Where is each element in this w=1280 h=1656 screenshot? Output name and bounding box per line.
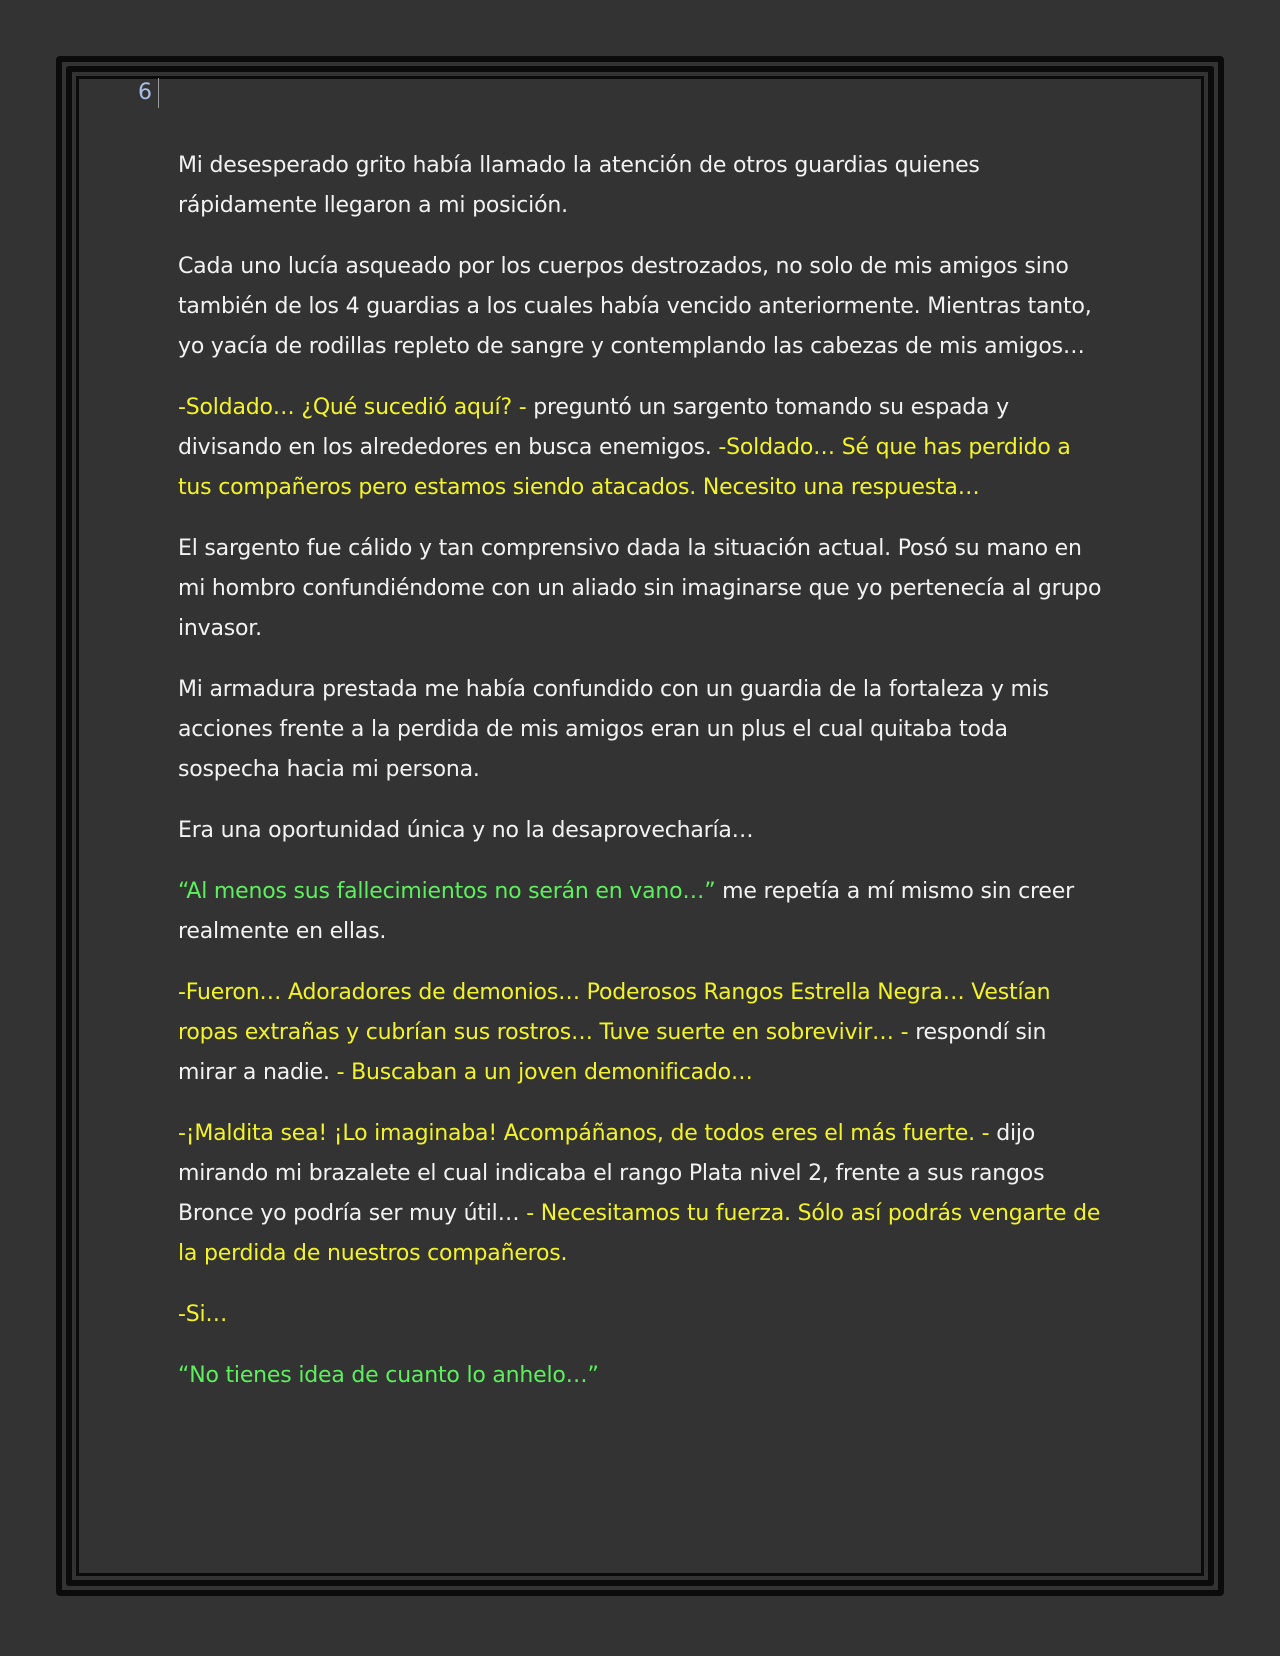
- paragraph: [178, 388, 1108, 508]
- narration-text: Mi desesperado grito había llamado la atención de otros guardias quienes rápidamente llegaron a mi posición.: [178, 153, 980, 218]
- dialogue-text: -Fueron… Adoradores de demonios… Poderosos Rangos Estrella Negra… Vestían ropas extrañas y cubrían sus rostros… Tuve suerte en sobrevivir… -: [178, 980, 1051, 1045]
- paragraph: [178, 529, 1108, 649]
- paragraph: [178, 973, 1108, 1093]
- narration-text: Era una oportunidad única y no la desaprovecharía…: [178, 818, 754, 843]
- dialogue-text: -Soldado… Sé que has perdido a tus compañeros pero estamos siendo atacados. Necesito una respuesta…: [178, 435, 1071, 500]
- story-text: [178, 146, 1108, 1417]
- paragraph: [178, 811, 1108, 851]
- narration-text: dijo mirando mi brazalete el cual indicaba el rango Plata nivel 2, frente a sus rangos Bronce yo podría ser muy útil…: [178, 1121, 1045, 1226]
- paragraph: [178, 1295, 1108, 1335]
- paragraph: [178, 1356, 1108, 1396]
- paragraph: [178, 247, 1108, 367]
- thought-text: “Al menos sus fallecimientos no serán en vano…”: [178, 879, 716, 904]
- narration-text: preguntó un sargento tomando su espada y divisando en los alrededores en busca enemigos.: [178, 395, 1009, 460]
- narration-text: Mi armadura prestada me había confundido con un guardia de la fortaleza y mis acciones frente a la perdida de mis amigos eran un plus el cual quitaba toda sospecha hacia mi persona.: [178, 677, 1049, 782]
- narration-text: El sargento fue cálido y tan comprensivo dada la situación actual. Posó su mano en mi hombro confundiéndome con un aliado sin imaginarse que yo pertenecía al grupo invasor.: [178, 536, 1102, 641]
- page-number: 6: [138, 78, 159, 108]
- paragraph: [178, 146, 1108, 226]
- paragraph: [178, 872, 1108, 952]
- dialogue-text: -Si…: [178, 1302, 228, 1327]
- paragraph: [178, 670, 1108, 790]
- dialogue-text: - Buscaban a un joven demonificado…: [336, 1060, 753, 1085]
- dialogue-text: -Soldado… ¿Qué sucedió aquí? -: [178, 395, 534, 420]
- narration-text: Cada uno lucía asqueado por los cuerpos destrozados, no solo de mis amigos sino también de los 4 guardias a los cuales había vencido anteriormente. Mientras tanto, yo yacía de rodillas repleto de sangre y contemplando las cabezas de mis amigos…: [178, 254, 1092, 359]
- paragraph: [178, 1114, 1108, 1274]
- thought-text: “No tienes idea de cuanto lo anhelo…”: [178, 1363, 599, 1388]
- dialogue-text: -¡Maldita sea! ¡Lo imaginaba! Acompáñanos, de todos eres el más fuerte. -: [178, 1121, 997, 1146]
- dialogue-text: - Necesitamos tu fuerza. Sólo así podrás vengarte de la perdida de nuestros compañeros.: [178, 1201, 1101, 1266]
- narration-text: me repetía a mí mismo sin creer realmente en ellas.: [178, 879, 1074, 944]
- narration-text: respondí sin mirar a nadie.: [178, 1020, 1047, 1085]
